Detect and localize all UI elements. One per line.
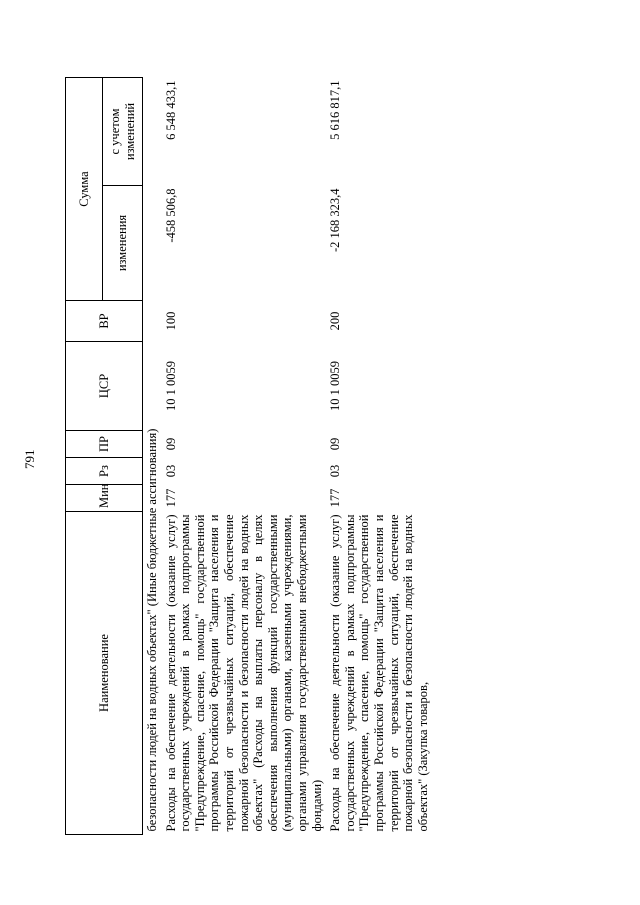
row-rz: 03 bbox=[328, 464, 343, 478]
row-rz: 03 bbox=[163, 464, 178, 478]
page-number: 791 bbox=[22, 449, 37, 469]
row-changes: -458 506,8 bbox=[163, 188, 178, 243]
row-changes: -2 168 323,4 bbox=[328, 188, 343, 253]
header-min: Мин bbox=[66, 485, 143, 512]
row-pr: 09 bbox=[163, 437, 178, 451]
row-name: Расходы на обеспечение деятельности (оказание услуг) государственных учреждений в рамках подпрограммы "Предупреждение, спасение, помощь" государственной программы Российской Федерации "Защита населения и территорий от чрезвычайных ситуаций, обеспечение пожарной безопасности и безопасности людей на водных объектах" (Закупка товаров, bbox=[328, 514, 430, 832]
row-pr: 09 bbox=[328, 437, 343, 451]
table-header bbox=[66, 78, 143, 835]
header-vr: ВР bbox=[66, 301, 143, 342]
header-pr: ПР bbox=[66, 431, 143, 458]
row-vr: 200 bbox=[328, 311, 343, 331]
header-sum: Сумма bbox=[66, 78, 103, 301]
row-min: 177 bbox=[163, 488, 178, 508]
row-csr: 10 1 0059 bbox=[328, 361, 343, 411]
table-row bbox=[162, 78, 327, 835]
row-continuation-text: безопасности людей на водных объектах" (Иные бюджетные ассигнования) bbox=[145, 428, 159, 832]
header-changes: изменения bbox=[103, 186, 143, 301]
header-name: Наименование bbox=[66, 512, 143, 835]
row-min: 177 bbox=[328, 488, 343, 508]
budget-table bbox=[65, 77, 432, 835]
row-with-changes: 5 616 817,1 bbox=[328, 80, 343, 140]
header-with-changes: с учетом изменений bbox=[103, 78, 143, 186]
table-row-continuation bbox=[143, 78, 162, 835]
row-vr: 100 bbox=[163, 311, 178, 331]
header-csr: ЦСР bbox=[66, 342, 143, 431]
row-csr: 10 1 0059 bbox=[163, 361, 178, 411]
row-name: Расходы на обеспечение деятельности (оказание услуг) государственных учреждений в рамках подпрограммы "Предупреждение, спасение, помощь" государственной программы Российской Федерации "Защита населения и территорий от чрезвычайных ситуаций, обеспечение пожарной безопасности и безопасности людей на водных объектах" (Расходы на выплаты персоналу в целях обеспечения выполнения функций государственными (муниципальными) органами, казенными учреждениями, органами управления государственными внебюджетными фондами) bbox=[163, 514, 324, 832]
table-row bbox=[326, 78, 432, 835]
header-rz: Рз bbox=[66, 458, 143, 485]
row-with-changes: 6 548 433,1 bbox=[163, 80, 178, 140]
